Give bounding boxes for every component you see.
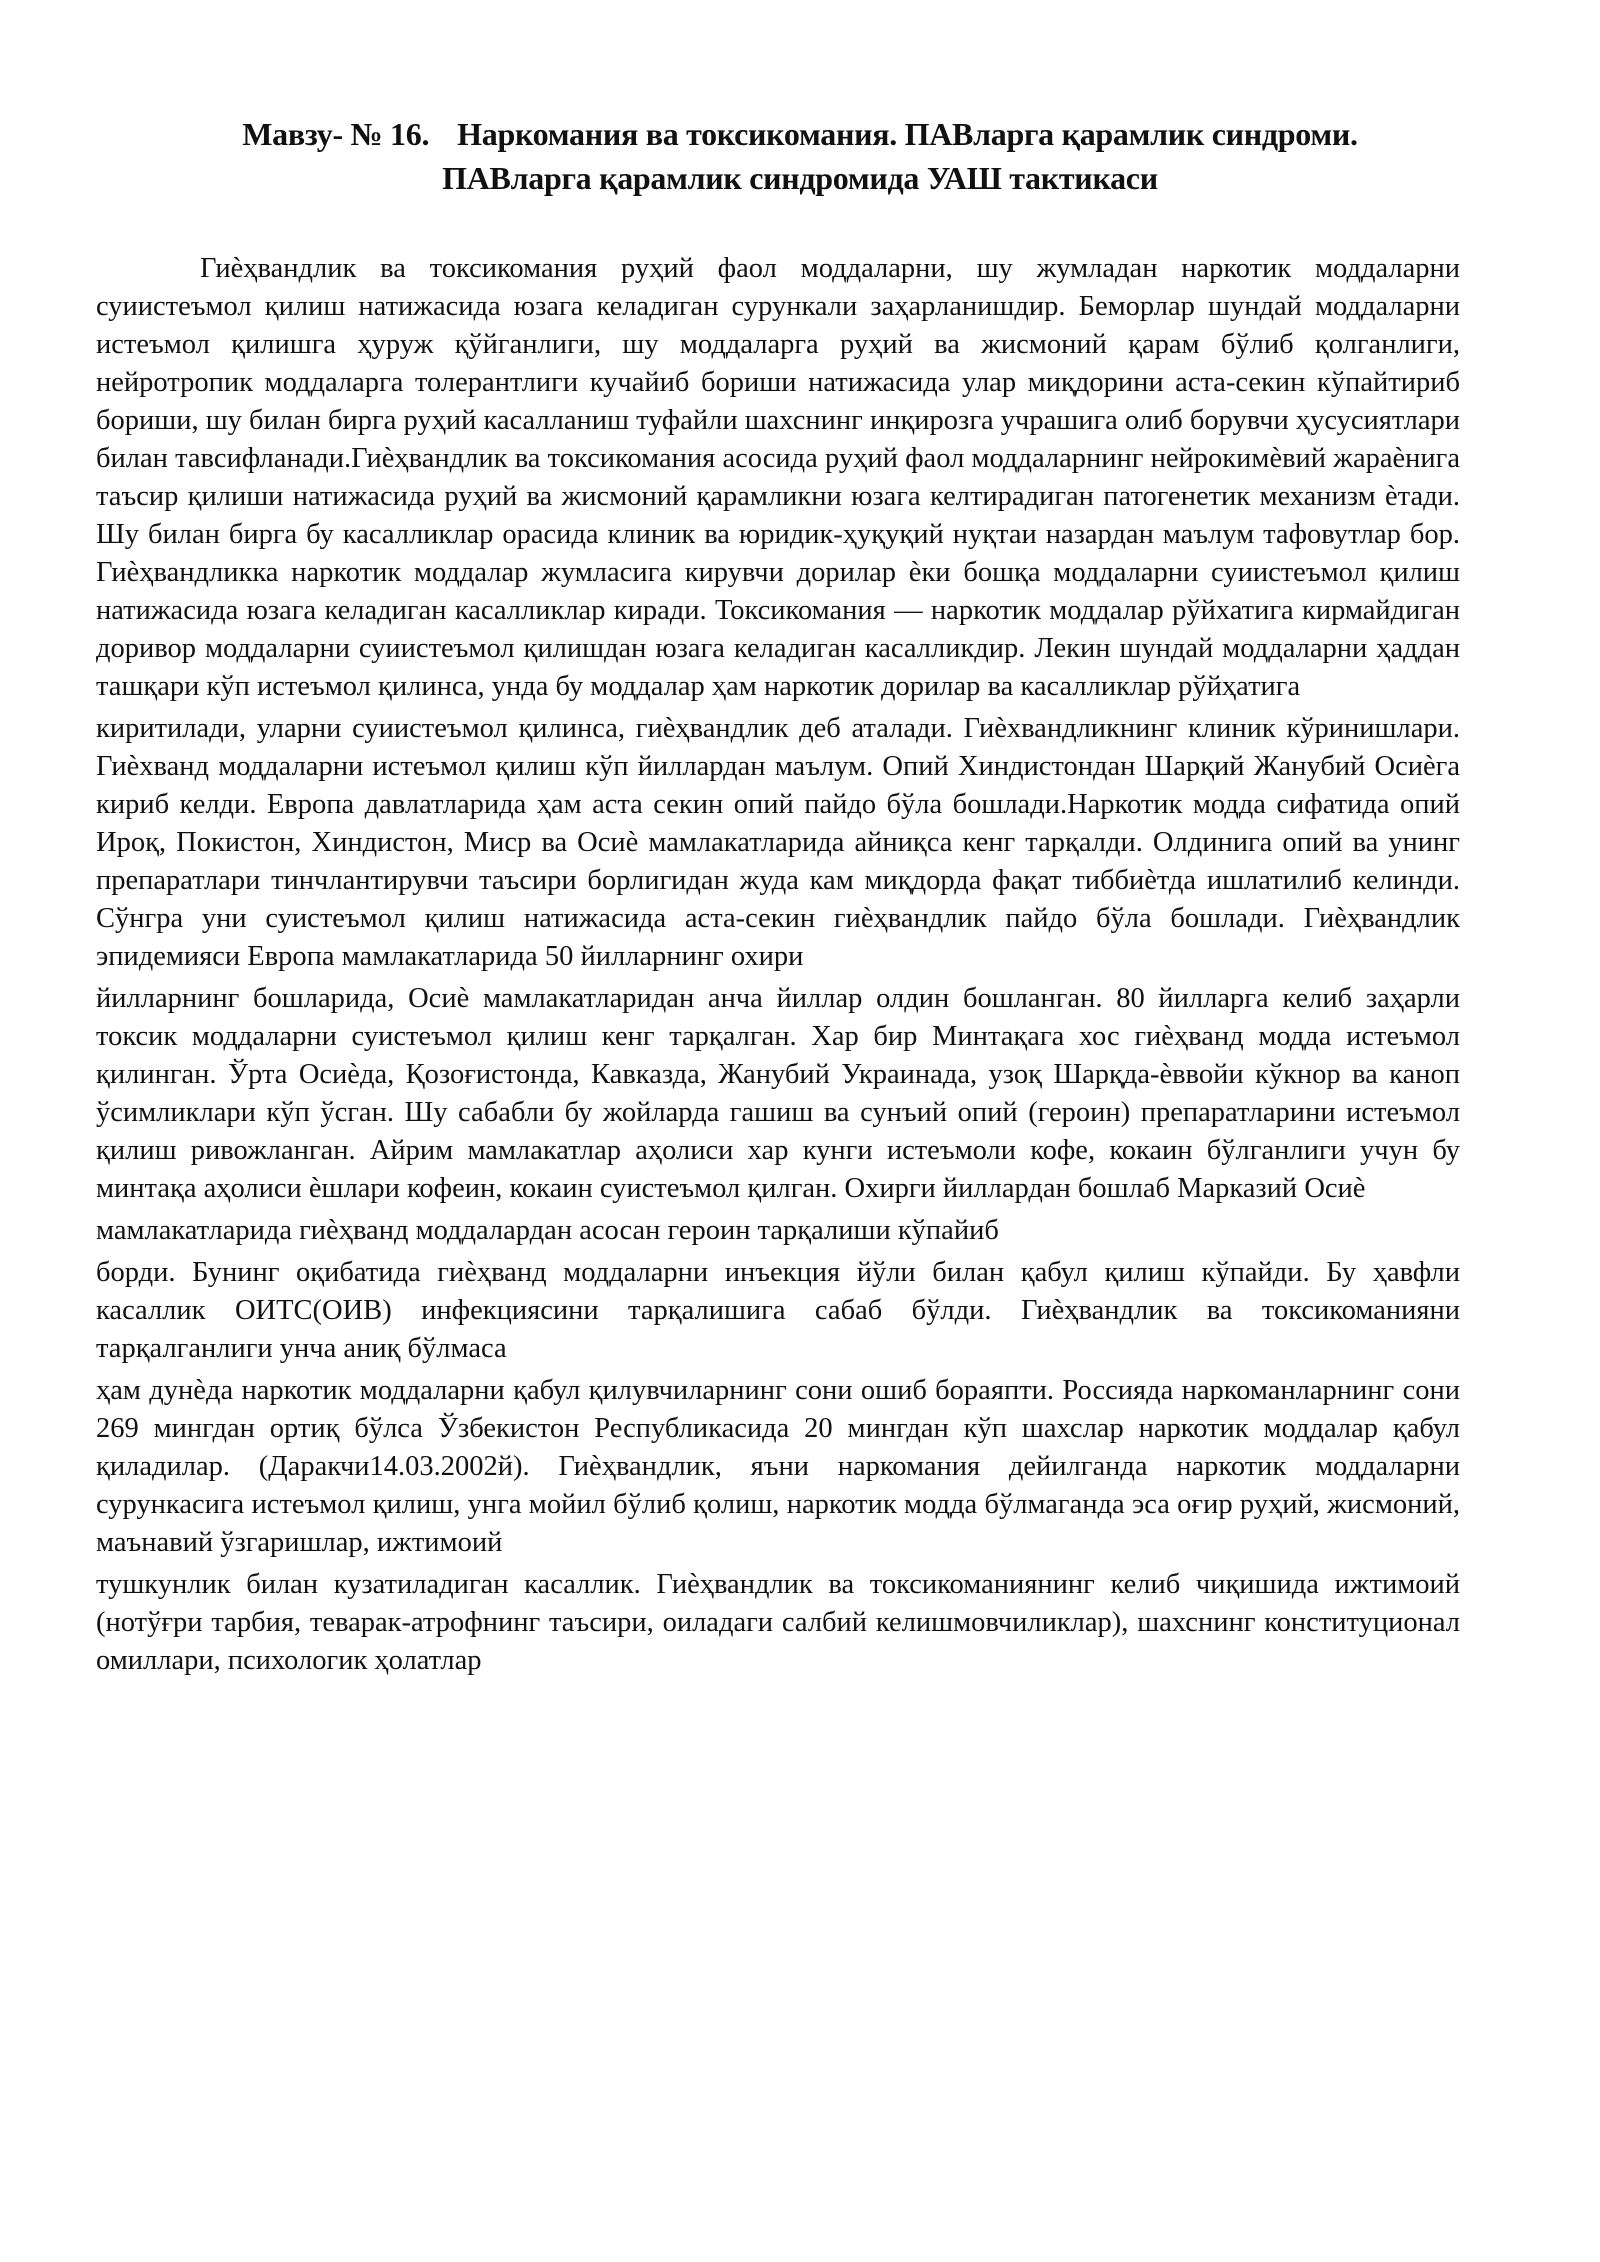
topic-number: Мавзу- № 16.: [242, 116, 430, 152]
paragraph-2: киритилади, уларни суиистеъмол қилинса, гиѐҳвандлик деб аталади. Гиѐхвандликнинг клиник кўринишлари. Гиѐхванд моддаларни истеъмол қилиш кўп йиллардан маълум. Опий Хиндистондан Шарқий Жанубий Осиѐга кириб келди. Европа давлатларида ҳам аста секин опий пайдо бўла бошлади.Наркотик модда сифатида опий Ироқ, Покистон, Хиндистон, Миср ва Осиѐ мамлакатларида айниқса кенг тарқалди. Олдинига опий ва унинг препаратлари тинчлантирувчи таъсири борлигидан жуда кам миқдорда фақат тиббиѐтда ишлатилиб келинди. Сўнгра уни суистеъмол қилиш натижасида аста-секин гиѐҳвандлик пайдо бўла бошлади. Гиѐҳвандлик эпидемияси Европа мамлакатларида 50 йилларнинг охири: [96, 713, 1460, 972]
paragraph-4: мамлакатларида гиѐҳванд моддалардан асосан героин тарқалиши кўпайиб: [96, 1215, 999, 1246]
document-body: [96, 250, 1460, 1684]
document-title: [100, 112, 1500, 200]
title-line-1: [100, 112, 1500, 156]
title-text: Наркомания ва токсикомания. ПАВларга қарамлик синдроми.: [457, 116, 1358, 152]
title-line-2: ПАВларга қарамлик синдромида УАШ тактикаси: [442, 160, 1158, 196]
paragraph-3: йилларнинг бошларида, Осиѐ мамлакатларидан анча йиллар олдин бошланган. 80 йилларга келиб заҳарли токсик моддаларни суистеъмол қилиш кенг тарқалган. Хар бир Минтақага хос гиѐҳванд модда истеъмол қилинган. Ўрта Осиѐда, Қозоғистонда, Кавказда, Жанубий Украинада, узоқ Шарқда-ѐввойи кўкнор ва каноп ўсимликлари кўп ўсган. Шу сабабли бу жойларда гашиш ва сунъий опий (героин) препаратларини истеъмол қилиш ривожланган. Айрим мамлакатлар аҳолиси хар кунги истеъмоли кофе, кокаин бўлганлиги учун бу минтақа аҳолиси ѐшлари кофеин, кокаин суистеъмол қилган. Охирги йиллардан бошлаб Марказий Осиѐ: [96, 983, 1460, 1204]
paragraph-7: тушкунлик билан кузатиладиган касаллик. Гиѐҳвандлик ва токсикоманиянинг келиб чиқишида ижтимоий (нотўғри тарбия, теварак-атрофнинг таъсири, оиладаги салбий келишмовчиликлар), шахснинг конституционал омиллари, психологик ҳолатлар: [96, 1569, 1460, 1676]
paragraph-1: Гиѐҳвандлик ва токсикомания руҳий фаол моддаларни, шу жумладан наркотик моддаларни суиистеъмол қилиш натижасида юзага келадиган сурункали заҳарланишдир. Беморлар шундай моддаларни истеъмол қилишга ҳуруж қўйганлиги, шу моддаларга руҳий ва жисмоний қарам бўлиб қолганлиги, нейротропик моддаларга толерантлиги кучайиб бориши натижасида улар миқдорини аста-секин кўпайтириб бориши, шу билан бирга руҳий касалланиш туфайли шахснинг инқирозга учрашига олиб борувчи ҳусусиятлари билан тавсифланади.Гиѐҳвандлик ва токсикомания асосида руҳий фаол моддаларнинг нейрокимѐвий жараѐнига таъсир қилиши натижасида руҳий ва жисмоний қарамликни юзага келтирадиган патогенетик механизм ѐтади. Шу билан бирга бу касалликлар орасида клиник ва юридик-ҳуқуқий нуқтаи назардан маълум тафовутлар бор. Гиѐҳвандликка наркотик моддалар жумласига кирувчи дорилар ѐки бошқа моддаларни суиистеъмол қилиш натижасида юзага келадиган касалликлар киради. Токсикомания — наркотик моддалар рўйхатига кирмайдиган доривор моддаларни суиистеъмол қилишдан юзага келадиган касалликдир. Лекин шундай моддаларни ҳаддан ташқари кўп истеъмол қилинса, унда бу моддалар ҳам наркотик дорилар ва касалликлар рўйҳатига: [96, 253, 1461, 702]
paragraph-6: ҳам дунѐда наркотик моддаларни қабул қилувчиларнинг сони ошиб бораяпти. Россияда наркоманларнинг сони 269 мингдан ортиқ бўлса Ўзбекистон Республикасида 20 мингдан кўп шахслар наркотик моддалар қабул қиладилар. (Даракчи14.03.2002й). Гиѐҳвандлик, яъни наркомания дейилганда наркотик моддаларни сурункасига истеъмол қилиш, унга мойил бўлиб қолиш, наркотик модда бўлмаганда эса оғир руҳий, жисмоний, маънавий ўзгаришлар, ижтимоий: [96, 1375, 1460, 1558]
paragraph-5: борди. Бунинг оқибатида гиѐҳванд моддаларни инъекция йўли билан қабул қилиш кўпайди. Бу ҳавфли касаллик ОИТС(ОИВ) инфекциясини тарқалишига сабаб бўлди. Гиѐҳвандлик ва токсикоманияни тарқалганлиги унча аниқ бўлмаса: [96, 1257, 1460, 1364]
